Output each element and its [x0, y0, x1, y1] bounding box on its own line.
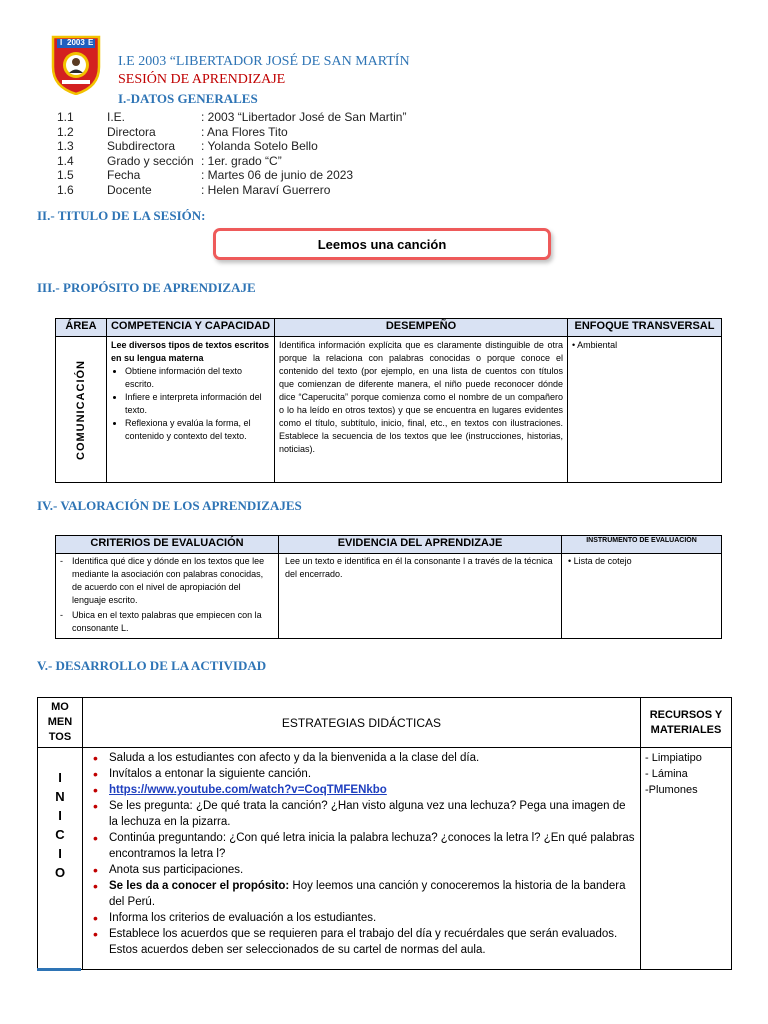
datos-num: 1.2	[57, 124, 74, 139]
recurso-item: - Limpiatipo	[645, 752, 702, 764]
criterios-cell	[56, 554, 279, 639]
capacidad-item: • Infiere e interpreta información del texto.	[125, 391, 270, 417]
area-label: COMUNICACIÓN	[75, 359, 87, 460]
estrategia-item: • Saluda a los estudiantes con afecto y da la bienvenida a la clase del día.	[87, 750, 636, 766]
area-cell	[56, 337, 107, 483]
estrategia-proposito-item	[87, 878, 636, 910]
estrategias-list	[87, 750, 636, 958]
inicio-letter: O	[54, 865, 66, 880]
recurso-item: - Lámina	[645, 768, 688, 780]
th-desempeno: DESEMPEÑO	[275, 319, 568, 337]
inicio-cell	[38, 748, 83, 970]
th-momentos	[38, 698, 83, 748]
th-recursos	[641, 698, 732, 748]
estrategia-item: • Continúa preguntando: ¿Con qué letra inicia la palabra lechuza? ¿conoces la letra l? ¿En qué palabras encontramos la letra l?	[87, 830, 636, 862]
dash-bullet: -	[60, 556, 63, 566]
datos-num: 1.5	[57, 168, 74, 182]
dash-bullet: -	[60, 610, 63, 620]
datos-value: : 1er. grado “C”	[201, 153, 282, 168]
video-link[interactable]: https://www.youtube.com/watch?v=CoqTMFENkbo	[109, 784, 387, 796]
desarrollo-heading: V.- DESARROLLO DE LA ACTIVIDAD	[37, 658, 267, 673]
datos-value: : Martes 06 de junio de 2023	[201, 168, 354, 182]
th-criterios: CRITERIOS DE EVALUACIÓN	[56, 536, 279, 554]
th-instrumento: INSTRUMENTO DE EVALUACIÓN	[562, 536, 722, 554]
estrategia-item: • Informa los criterios de evaluación a los estudiantes.	[87, 910, 636, 926]
estrategias-label: ESTRATEGIAS DIDÁCTICAS	[281, 715, 442, 730]
proposito-heading: III.- PROPÓSITO DE APRENDIZAJE	[37, 280, 256, 295]
estrategia-link-item[interactable]	[87, 782, 636, 798]
datos-label: Directora	[107, 124, 156, 139]
estrategia-item: • Anota sus participaciones.	[87, 862, 636, 878]
datos-row	[57, 154, 461, 169]
proposito-label: Se les da a conocer el propósito:	[109, 880, 290, 892]
datos-row	[57, 183, 461, 198]
capacidades-list	[111, 365, 270, 443]
proposito-table	[55, 318, 722, 483]
datos-label: Docente	[107, 182, 152, 197]
session-type: SESIÓN DE APRENDIZAJE	[118, 72, 286, 87]
evidencia-cell: Lee un texto e identifica en él la consonante l a través de la técnica del encerrado.	[279, 554, 562, 639]
th-enfoque: ENFOQUE TRANSVERSAL	[568, 319, 722, 337]
datos-row	[57, 125, 461, 140]
titulo-heading: II.- TITULO DE LA SESIÓN:	[37, 208, 206, 223]
datos-num: 1.1	[57, 110, 74, 124]
datos-value: : 2003 “Libertador José de San Martin”	[201, 110, 407, 124]
estrategia-item: • Se les pregunta: ¿De qué trata la canción? ¿Han visto alguna vez una lechuza? Pega una imagen de la lechuza en la pizarra.	[87, 798, 636, 830]
logo-letter-right: E	[88, 38, 94, 47]
criterio-text: Ubica en el texto palabras que empiecen con la consonante L.	[72, 610, 262, 633]
inicio-letter: I	[58, 846, 62, 861]
datos-label: Grado y sección	[107, 153, 194, 168]
session-title-box	[213, 228, 551, 260]
inicio-underline	[37, 968, 81, 971]
datos-label: I.E.	[107, 110, 126, 124]
recursos-label: RECURSOS Y MATERIALES	[649, 708, 723, 736]
datos-heading: I.-DATOS GENERALES	[118, 91, 258, 106]
datos-value: : Yolanda Sotelo Bello	[201, 139, 318, 153]
datos-num: 1.3	[57, 139, 74, 153]
instrumento-cell: • Lista de cotejo	[562, 554, 722, 639]
inicio-letter: N	[55, 789, 65, 804]
school-logo	[50, 33, 102, 95]
datos-row	[57, 110, 461, 125]
datos-table	[57, 110, 461, 197]
criterios-list	[60, 555, 274, 635]
session-title: Leemos una canción	[317, 236, 447, 252]
datos-num: 1.4	[57, 153, 74, 168]
capacidad-item: • Reflexiona y evalúa la forma, el contenido y contexto del texto.	[125, 417, 270, 443]
competencia-title: Lee diversos tipos de textos escritos en su lengua materna	[111, 340, 270, 363]
enfoque-cell: • Ambiental	[568, 337, 722, 483]
datos-label: Subdirectora	[107, 139, 176, 153]
th-competencia: COMPETENCIA Y CAPACIDAD	[107, 319, 275, 337]
datos-row	[57, 139, 461, 154]
datos-value: : Ana Flores Tito	[201, 124, 288, 139]
th-area: ÁREA	[56, 319, 107, 337]
datos-value: : Helen Maraví Guerrero	[201, 182, 331, 197]
inicio-letter: I	[58, 770, 62, 785]
proposito-text: Hoy leemos una canción y conoceremos la historia de la bandera del Perú.	[109, 880, 626, 908]
momentos-label: MO MEN TOS	[47, 701, 73, 743]
estrategia-item: • Establece los acuerdos que se requieren para el trabajo del día y recuérdales que serán evaluados. Estos acuerdos deben ser seleccionados de su cartel de normas del aula.	[87, 926, 636, 958]
th-evidencia: EVIDENCIA DEL APRENDIZAJE	[279, 536, 562, 554]
capacidad-item: • Obtiene información del texto escrito.	[125, 365, 270, 391]
criterio-item	[60, 609, 274, 635]
inicio-letter: I	[58, 808, 62, 823]
desempeno-cell: Identifica información explícita que es claramente distinguible de otra porque la relaciona con palabras conocidas o porque conoce el contenido del texto (por ejemplo, en una lista de cuentos con títulos que comienzan de diferente manera, el niño puede reconocer dónde dice “Caperucita” porque comienza como el nombre de un compañero o lo ha leído en otros textos) y que se encuentra en lugares evidentes como el título, subtítulo, inicio, final, etc., en textos con ilustraciones. Establece la secuencia de los textos que lee (instrucciones, historias, noticias).	[275, 337, 568, 483]
inicio-letter: C	[55, 827, 65, 842]
recursos-list	[645, 750, 727, 798]
logo-letter-left: I	[60, 38, 63, 47]
school-name: I.E 2003 “LIBERTADOR JOSÉ DE SAN MARTÍN	[118, 54, 410, 69]
datos-row	[57, 168, 461, 183]
estrategias-cell	[83, 748, 641, 970]
datos-label: Fecha	[107, 168, 141, 182]
valoracion-heading: IV.- VALORACIÓN DE LOS APRENDIZAJES	[37, 498, 302, 513]
recurso-item: -Plumones	[645, 784, 698, 796]
logo-year: 2003	[67, 38, 85, 47]
competencia-cell	[107, 337, 275, 483]
valoracion-table	[55, 535, 722, 639]
desarrollo-table	[37, 697, 732, 970]
inicio-letters	[39, 768, 81, 882]
datos-num: 1.6	[57, 182, 74, 197]
criterio-item	[60, 555, 274, 607]
estrategia-item: • Invítalos a entonar la siguiente canción.	[87, 766, 636, 782]
th-estrategias	[83, 698, 641, 748]
recursos-cell	[641, 748, 732, 970]
criterio-text: Identifica qué dice y dónde en los textos que lee mediante la asociación con palabras conocidas, de acuerdo con el nivel de apropiación del lenguaje escrito.	[72, 556, 265, 605]
